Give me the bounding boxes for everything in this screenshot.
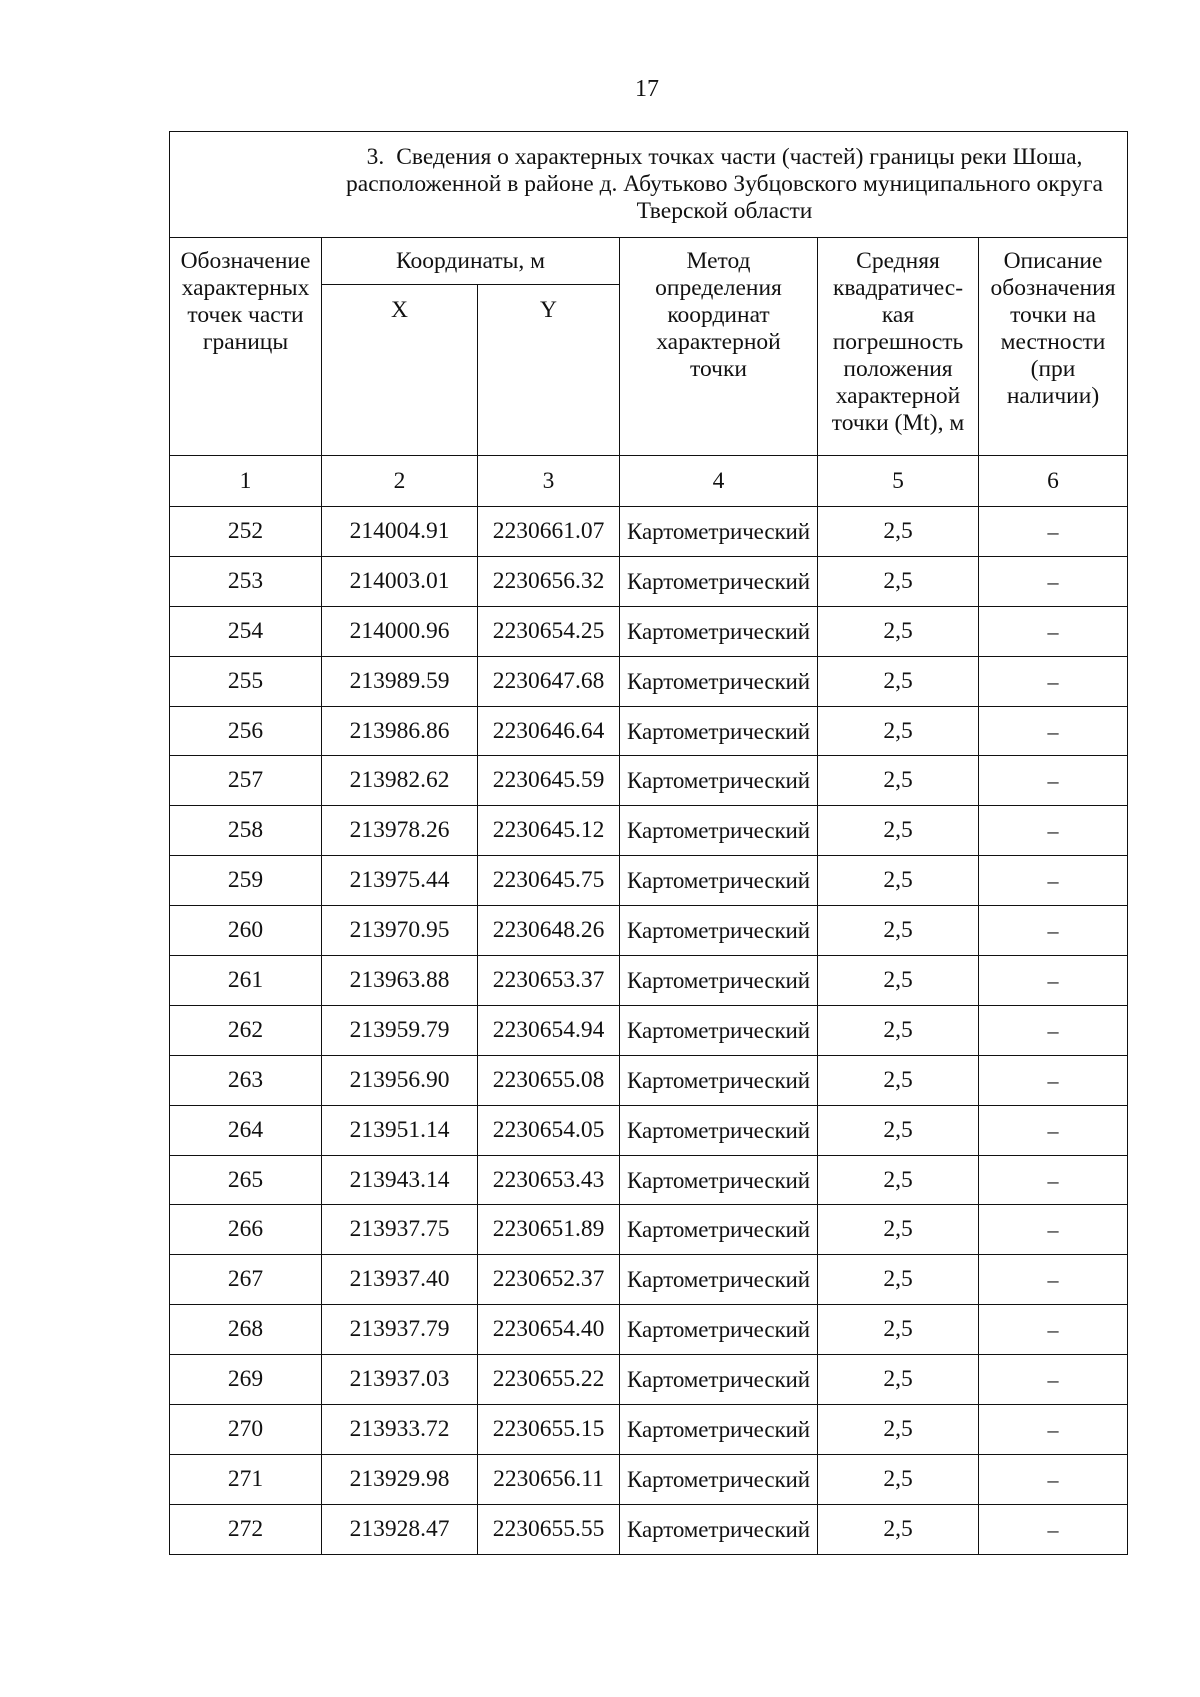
table-row: [170, 1504, 1128, 1554]
point-id-cell: 268: [170, 1305, 322, 1355]
table-row: [170, 1105, 1128, 1155]
y-coordinate-cell: 2230656.11: [478, 1454, 620, 1504]
header-text: точек части: [187, 302, 304, 328]
error-cell: 2,5: [818, 556, 979, 606]
table-row: [170, 706, 1128, 756]
header-text: погрешность: [832, 329, 964, 355]
header-text: квадратичес-: [832, 275, 964, 301]
description-cell: –: [979, 656, 1128, 706]
method-cell: Картометрический: [620, 1205, 818, 1255]
characteristic-points-table: [169, 131, 1128, 1555]
method-cell: Картометрический: [620, 507, 818, 557]
x-coordinate-cell: 213989.59: [322, 656, 478, 706]
header-point-designation: [170, 238, 322, 456]
method-cell: Картометрический: [620, 1155, 818, 1205]
table-row: [170, 1255, 1128, 1305]
method-cell: Картометрический: [620, 956, 818, 1006]
description-cell: –: [979, 556, 1128, 606]
point-id-cell: 269: [170, 1355, 322, 1405]
table-row: [170, 806, 1128, 856]
table-row: [170, 1155, 1128, 1205]
x-coordinate-cell: 213951.14: [322, 1105, 478, 1155]
description-cell: –: [979, 1005, 1128, 1055]
header-x: X: [322, 285, 478, 456]
point-id-cell: 256: [170, 706, 322, 756]
header-text: определения: [655, 275, 782, 301]
x-coordinate-cell: 213975.44: [322, 856, 478, 906]
description-cell: –: [979, 906, 1128, 956]
column-number: 6: [979, 456, 1128, 507]
method-cell: Картометрический: [620, 706, 818, 756]
table-row: [170, 606, 1128, 656]
y-coordinate-cell: 2230653.43: [478, 1155, 620, 1205]
method-cell: Картометрический: [620, 1105, 818, 1155]
point-id-cell: 265: [170, 1155, 322, 1205]
error-cell: 2,5: [818, 1105, 979, 1155]
table-body: [170, 507, 1128, 1555]
point-id-cell: 259: [170, 856, 322, 906]
x-coordinate-cell: 213937.79: [322, 1305, 478, 1355]
error-cell: 2,5: [818, 806, 979, 856]
point-id-cell: 255: [170, 656, 322, 706]
y-coordinate-cell: 2230654.25: [478, 606, 620, 656]
y-coordinate-cell: 2230645.12: [478, 806, 620, 856]
description-cell: –: [979, 1504, 1128, 1554]
error-cell: 2,5: [818, 1355, 979, 1405]
y-coordinate-cell: 2230655.15: [478, 1405, 620, 1455]
description-cell: –: [979, 956, 1128, 1006]
y-coordinate-cell: 2230655.08: [478, 1055, 620, 1105]
table-row: [170, 1454, 1128, 1504]
point-id-cell: 257: [170, 756, 322, 806]
x-coordinate-cell: 213986.86: [322, 706, 478, 756]
header-text: (при: [1030, 356, 1076, 382]
point-id-cell: 261: [170, 956, 322, 1006]
table-caption-row: [170, 132, 1128, 238]
method-cell: Картометрический: [620, 806, 818, 856]
description-cell: –: [979, 1405, 1128, 1455]
point-id-cell: 258: [170, 806, 322, 856]
point-id-cell: 262: [170, 1005, 322, 1055]
table-row: [170, 756, 1128, 806]
header-text: точки: [690, 356, 747, 382]
x-coordinate-cell: 213937.40: [322, 1255, 478, 1305]
table-row: [170, 1055, 1128, 1105]
section-number: 3.: [366, 144, 385, 170]
point-id-cell: 272: [170, 1504, 322, 1554]
point-id-cell: 260: [170, 906, 322, 956]
description-cell: –: [979, 606, 1128, 656]
description-cell: –: [979, 856, 1128, 906]
x-coordinate-cell: 213982.62: [322, 756, 478, 806]
error-cell: 2,5: [818, 1454, 979, 1504]
header-text: Метод: [686, 248, 751, 274]
method-cell: Картометрический: [620, 856, 818, 906]
y-coordinate-cell: 2230655.55: [478, 1504, 620, 1554]
column-number: 4: [620, 456, 818, 507]
caption-line-1: [330, 144, 1119, 171]
header-mean-square-error: [818, 238, 979, 456]
y-coordinate-cell: 2230645.59: [478, 756, 620, 806]
header-text: Обозначение: [180, 248, 311, 274]
table-row: [170, 1205, 1128, 1255]
x-coordinate-cell: 213929.98: [322, 1454, 478, 1504]
method-cell: Картометрический: [620, 1504, 818, 1554]
method-cell: Картометрический: [620, 756, 818, 806]
method-cell: Картометрический: [620, 1255, 818, 1305]
description-cell: –: [979, 706, 1128, 756]
x-coordinate-cell: 213970.95: [322, 906, 478, 956]
header-text: Средняя: [856, 248, 940, 274]
header-row: [170, 238, 1128, 285]
method-cell: Картометрический: [620, 906, 818, 956]
y-coordinate-cell: 2230654.40: [478, 1305, 620, 1355]
table-row: [170, 1005, 1128, 1055]
x-coordinate-cell: 214003.01: [322, 556, 478, 606]
y-coordinate-cell: 2230655.22: [478, 1355, 620, 1405]
header-text: координат: [667, 302, 770, 328]
method-cell: Картометрический: [620, 606, 818, 656]
y-coordinate-cell: 2230654.94: [478, 1005, 620, 1055]
description-cell: –: [979, 507, 1128, 557]
method-cell: Картометрический: [620, 1405, 818, 1455]
x-coordinate-cell: 214000.96: [322, 606, 478, 656]
method-cell: Картометрический: [620, 1005, 818, 1055]
table-caption: [170, 132, 1128, 238]
header-text: характерных: [181, 275, 310, 301]
x-coordinate-cell: 213928.47: [322, 1504, 478, 1554]
point-id-cell: 266: [170, 1205, 322, 1255]
error-cell: 2,5: [818, 706, 979, 756]
method-cell: Картометрический: [620, 1355, 818, 1405]
y-coordinate-cell: 2230646.64: [478, 706, 620, 756]
column-number: 1: [170, 456, 322, 507]
method-cell: Картометрический: [620, 1454, 818, 1504]
y-coordinate-cell: 2230654.05: [478, 1105, 620, 1155]
header-text: кая: [881, 302, 915, 328]
description-cell: –: [979, 1105, 1128, 1155]
header-text: точки на: [1010, 302, 1096, 328]
error-cell: 2,5: [818, 1255, 979, 1305]
description-cell: –: [979, 1205, 1128, 1255]
table-row: [170, 556, 1128, 606]
header-method: [620, 238, 818, 456]
table-row: [170, 956, 1128, 1006]
point-id-cell: 252: [170, 507, 322, 557]
point-id-cell: 263: [170, 1055, 322, 1105]
column-number: 3: [478, 456, 620, 507]
x-coordinate-cell: 213959.79: [322, 1005, 478, 1055]
y-coordinate-cell: 2230653.37: [478, 956, 620, 1006]
error-cell: 2,5: [818, 656, 979, 706]
y-coordinate-cell: 2230648.26: [478, 906, 620, 956]
description-cell: –: [979, 806, 1128, 856]
method-cell: Картометрический: [620, 1055, 818, 1105]
method-cell: Картометрический: [620, 556, 818, 606]
x-coordinate-cell: 213956.90: [322, 1055, 478, 1105]
error-cell: 2,5: [818, 756, 979, 806]
y-coordinate-cell: 2230656.32: [478, 556, 620, 606]
error-cell: 2,5: [818, 1055, 979, 1105]
header-text: точки (Mt), м: [831, 410, 965, 436]
description-cell: –: [979, 1305, 1128, 1355]
page-number: 17: [635, 76, 659, 102]
error-cell: 2,5: [818, 906, 979, 956]
column-number: 5: [818, 456, 979, 507]
header-y: Y: [478, 285, 620, 456]
header-description: [979, 238, 1128, 456]
description-cell: –: [979, 1155, 1128, 1205]
x-coordinate-cell: 213978.26: [322, 806, 478, 856]
method-cell: Картометрический: [620, 1305, 818, 1355]
error-cell: 2,5: [818, 1155, 979, 1205]
method-cell: Картометрический: [620, 656, 818, 706]
table-row: [170, 1355, 1128, 1405]
header-text: границы: [202, 329, 289, 355]
y-coordinate-cell: 2230647.68: [478, 656, 620, 706]
table-row: [170, 1305, 1128, 1355]
error-cell: 2,5: [818, 1005, 979, 1055]
error-cell: 2,5: [818, 507, 979, 557]
x-coordinate-cell: 213933.72: [322, 1405, 478, 1455]
header-coordinates: Координаты, м: [322, 238, 620, 285]
x-coordinate-cell: 214004.91: [322, 507, 478, 557]
column-number-row: [170, 456, 1128, 507]
description-cell: –: [979, 1454, 1128, 1504]
description-cell: –: [979, 756, 1128, 806]
section-title-line-3: Тверской области: [636, 198, 813, 224]
column-number: 2: [322, 456, 478, 507]
section-title-line-2: расположенной в районе д. Абутьково Зубцовского муниципального округа: [346, 171, 1103, 197]
header-text: характерной: [835, 383, 961, 409]
header-text: Описание: [1003, 248, 1103, 274]
y-coordinate-cell: 2230651.89: [478, 1205, 620, 1255]
point-id-cell: 270: [170, 1405, 322, 1455]
error-cell: 2,5: [818, 1205, 979, 1255]
error-cell: 2,5: [818, 606, 979, 656]
description-cell: –: [979, 1255, 1128, 1305]
error-cell: 2,5: [818, 856, 979, 906]
error-cell: 2,5: [818, 1504, 979, 1554]
y-coordinate-cell: 2230652.37: [478, 1255, 620, 1305]
x-coordinate-cell: 213937.75: [322, 1205, 478, 1255]
x-coordinate-cell: 213937.03: [322, 1355, 478, 1405]
error-cell: 2,5: [818, 1405, 979, 1455]
table-row: [170, 656, 1128, 706]
y-coordinate-cell: 2230661.07: [478, 507, 620, 557]
point-id-cell: 254: [170, 606, 322, 656]
table-row: [170, 906, 1128, 956]
y-coordinate-cell: 2230645.75: [478, 856, 620, 906]
header-text: положения: [843, 356, 953, 382]
table-row: [170, 507, 1128, 557]
point-id-cell: 267: [170, 1255, 322, 1305]
error-cell: 2,5: [818, 956, 979, 1006]
header-text: обозначения: [990, 275, 1116, 301]
section-title-line-1: Сведения о характерных точках части (частей) границы реки Шоша,: [396, 144, 1083, 170]
point-id-cell: 271: [170, 1454, 322, 1504]
x-coordinate-cell: 213963.88: [322, 956, 478, 1006]
table-row: [170, 1405, 1128, 1455]
header-text: характерной: [656, 329, 781, 355]
header-text: местности: [1000, 329, 1106, 355]
description-cell: –: [979, 1055, 1128, 1105]
point-id-cell: 264: [170, 1105, 322, 1155]
table-row: [170, 856, 1128, 906]
description-cell: –: [979, 1355, 1128, 1405]
x-coordinate-cell: 213943.14: [322, 1155, 478, 1205]
error-cell: 2,5: [818, 1305, 979, 1355]
point-id-cell: 253: [170, 556, 322, 606]
header-text: наличии): [1006, 383, 1100, 409]
